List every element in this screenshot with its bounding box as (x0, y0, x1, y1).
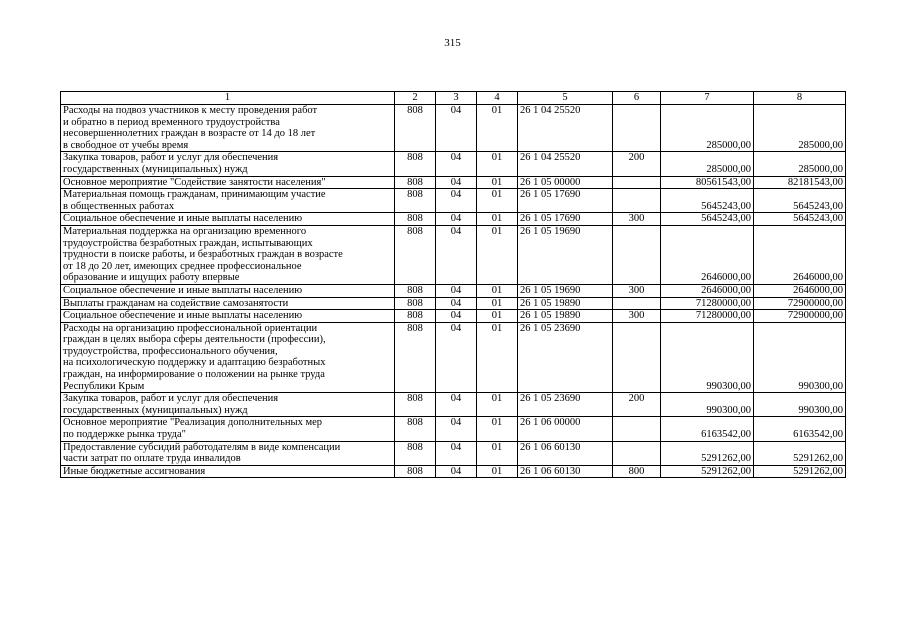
target-article-cell: 26 1 04 25520 (518, 152, 613, 176)
budget-table (60, 91, 846, 478)
expense-name-cell: Материальная поддержка на организацию временного трудоустройства безработных граждан, испытывающих трудности в поиске работы, и безработных граждан в возрасте от 18 до 20 лет, имеющих среднее профессиональное образование и ищущих работу впервые (61, 225, 395, 284)
section-code-cell: 04 (436, 213, 477, 226)
section-code-cell: 04 (436, 152, 477, 176)
header-cell: 1 (61, 92, 395, 105)
section-code-cell: 04 (436, 105, 477, 152)
expense-type-cell: 300 (613, 213, 661, 226)
table-row (61, 213, 846, 226)
amount-col8-cell: 285000,00 (754, 152, 846, 176)
ministry-code-cell: 808 (395, 105, 436, 152)
amount-col8-cell: 990300,00 (754, 393, 846, 417)
expense-type-cell: 200 (613, 152, 661, 176)
ministry-code-cell: 808 (395, 152, 436, 176)
amount-col7-cell: 5645243,00 (661, 213, 754, 226)
table-row (61, 322, 846, 393)
amount-col7-cell: 80561543,00 (661, 176, 754, 189)
expense-type-cell (613, 105, 661, 152)
target-article-cell: 26 1 06 60130 (518, 441, 613, 465)
amount-col7-cell: 5291262,00 (661, 441, 754, 465)
subsection-code-cell: 01 (477, 284, 518, 297)
amount-col7-cell: 71280000,00 (661, 297, 754, 310)
expense-name-cell: Материальная помощь гражданам, принимающим участие в общественных работах (61, 189, 395, 213)
subsection-code-cell: 01 (477, 310, 518, 323)
subsection-code-cell: 01 (477, 465, 518, 478)
target-article-cell: 26 1 05 23690 (518, 393, 613, 417)
amount-col8-cell: 5291262,00 (754, 441, 846, 465)
table-row (61, 297, 846, 310)
section-code-cell: 04 (436, 297, 477, 310)
amount-col7-cell: 71280000,00 (661, 310, 754, 323)
subsection-code-cell: 01 (477, 297, 518, 310)
section-code-cell: 04 (436, 310, 477, 323)
table-row (61, 284, 846, 297)
ministry-code-cell: 808 (395, 393, 436, 417)
subsection-code-cell: 01 (477, 189, 518, 213)
ministry-code-cell: 808 (395, 284, 436, 297)
amount-col8-cell: 72900000,00 (754, 310, 846, 323)
amount-col8-cell: 285000,00 (754, 105, 846, 152)
ministry-code-cell: 808 (395, 441, 436, 465)
expense-name-cell: Выплаты гражданам на содействие самозанятости (61, 297, 395, 310)
header-row (61, 92, 846, 105)
amount-col8-cell: 2646000,00 (754, 225, 846, 284)
amount-col8-cell: 2646000,00 (754, 284, 846, 297)
ministry-code-cell: 808 (395, 176, 436, 189)
header-cell: 2 (395, 92, 436, 105)
expense-type-cell: 200 (613, 393, 661, 417)
expense-name-cell: Предоставление субсидий работодателям в виде компенсации части затрат по оплате труда инвалидов (61, 441, 395, 465)
target-article-cell: 26 1 05 00000 (518, 176, 613, 189)
amount-col7-cell: 6163542,00 (661, 417, 754, 441)
ministry-code-cell: 808 (395, 417, 436, 441)
header-cell: 7 (661, 92, 754, 105)
expense-name-cell: Основное мероприятие "Содействие занятости населения" (61, 176, 395, 189)
amount-col7-cell: 285000,00 (661, 105, 754, 152)
expense-type-cell (613, 441, 661, 465)
header-cell: 3 (436, 92, 477, 105)
amount-col7-cell: 990300,00 (661, 393, 754, 417)
amount-col8-cell: 5645243,00 (754, 213, 846, 226)
section-code-cell: 04 (436, 225, 477, 284)
section-code-cell: 04 (436, 322, 477, 393)
expense-name-cell: Социальное обеспечение и иные выплаты населению (61, 284, 395, 297)
expense-type-cell: 300 (613, 284, 661, 297)
expense-type-cell (613, 417, 661, 441)
table-row (61, 310, 846, 323)
table-row (61, 225, 846, 284)
table-row (61, 417, 846, 441)
amount-col7-cell: 5645243,00 (661, 189, 754, 213)
target-article-cell: 26 1 05 19890 (518, 297, 613, 310)
subsection-code-cell: 01 (477, 213, 518, 226)
expense-name-cell: Иные бюджетные ассигнования (61, 465, 395, 478)
table-row (61, 176, 846, 189)
header-cell: 5 (518, 92, 613, 105)
page-number: 315 (444, 37, 461, 49)
amount-col8-cell: 6163542,00 (754, 417, 846, 441)
table-row (61, 441, 846, 465)
expense-name-cell: Социальное обеспечение и иные выплаты населению (61, 213, 395, 226)
section-code-cell: 04 (436, 284, 477, 297)
table-row (61, 105, 846, 152)
subsection-code-cell: 01 (477, 417, 518, 441)
target-article-cell: 26 1 05 17690 (518, 189, 613, 213)
expense-type-cell (613, 322, 661, 393)
amount-col7-cell: 990300,00 (661, 322, 754, 393)
expense-type-cell: 300 (613, 310, 661, 323)
expense-type-cell (613, 297, 661, 310)
ministry-code-cell: 808 (395, 465, 436, 478)
ministry-code-cell: 808 (395, 322, 436, 393)
target-article-cell: 26 1 06 60130 (518, 465, 613, 478)
section-code-cell: 04 (436, 417, 477, 441)
subsection-code-cell: 01 (477, 105, 518, 152)
expense-name-cell: Социальное обеспечение и иные выплаты населению (61, 310, 395, 323)
subsection-code-cell: 01 (477, 225, 518, 284)
subsection-code-cell: 01 (477, 441, 518, 465)
amount-col7-cell: 285000,00 (661, 152, 754, 176)
target-article-cell: 26 1 04 25520 (518, 105, 613, 152)
table-row (61, 393, 846, 417)
subsection-code-cell: 01 (477, 322, 518, 393)
amount-col8-cell: 990300,00 (754, 322, 846, 393)
header-cell: 6 (613, 92, 661, 105)
expense-type-cell (613, 189, 661, 213)
ministry-code-cell: 808 (395, 297, 436, 310)
header-cell: 8 (754, 92, 846, 105)
expense-name-cell: Закупка товаров, работ и услуг для обеспечения государственных (муниципальных) нужд (61, 393, 395, 417)
ministry-code-cell: 808 (395, 213, 436, 226)
section-code-cell: 04 (436, 441, 477, 465)
table-body (61, 105, 846, 478)
expense-name-cell: Расходы на организацию профессиональной ориентации граждан в целях выбора сферы деятельности (профессии), трудоустройства, профессионального обучения, на психологическую поддержку и адаптацию безработных граждан, на информирование о положении на рынке труда Республики Крым (61, 322, 395, 393)
subsection-code-cell: 01 (477, 393, 518, 417)
target-article-cell: 26 1 05 19690 (518, 225, 613, 284)
target-article-cell: 26 1 05 17690 (518, 213, 613, 226)
section-code-cell: 04 (436, 465, 477, 478)
amount-col8-cell: 5645243,00 (754, 189, 846, 213)
target-article-cell: 26 1 05 19890 (518, 310, 613, 323)
table-row (61, 152, 846, 176)
amount-col8-cell: 82181543,00 (754, 176, 846, 189)
amount-col7-cell: 5291262,00 (661, 465, 754, 478)
ministry-code-cell: 808 (395, 225, 436, 284)
section-code-cell: 04 (436, 189, 477, 213)
target-article-cell: 26 1 05 19690 (518, 284, 613, 297)
expense-type-cell (613, 225, 661, 284)
section-code-cell: 04 (436, 393, 477, 417)
target-article-cell: 26 1 05 23690 (518, 322, 613, 393)
subsection-code-cell: 01 (477, 152, 518, 176)
amount-col8-cell: 5291262,00 (754, 465, 846, 478)
amount-col8-cell: 72900000,00 (754, 297, 846, 310)
ministry-code-cell: 808 (395, 310, 436, 323)
section-code-cell: 04 (436, 176, 477, 189)
subsection-code-cell: 01 (477, 176, 518, 189)
target-article-cell: 26 1 06 00000 (518, 417, 613, 441)
table-row (61, 189, 846, 213)
expense-name-cell: Расходы на подвоз участников к месту проведения работ и обратно в период временного трудоустройства несовершеннолетних граждан в возрасте от 14 до 18 лет в свободное от учебы время (61, 105, 395, 152)
expense-type-cell: 800 (613, 465, 661, 478)
header-cell: 4 (477, 92, 518, 105)
expense-type-cell (613, 176, 661, 189)
amount-col7-cell: 2646000,00 (661, 225, 754, 284)
expense-name-cell: Закупка товаров, работ и услуг для обеспечения государственных (муниципальных) нужд (61, 152, 395, 176)
amount-col7-cell: 2646000,00 (661, 284, 754, 297)
ministry-code-cell: 808 (395, 189, 436, 213)
table-row (61, 465, 846, 478)
expense-name-cell: Основное мероприятие "Реализация дополнительных мер по поддержке рынка труда" (61, 417, 395, 441)
